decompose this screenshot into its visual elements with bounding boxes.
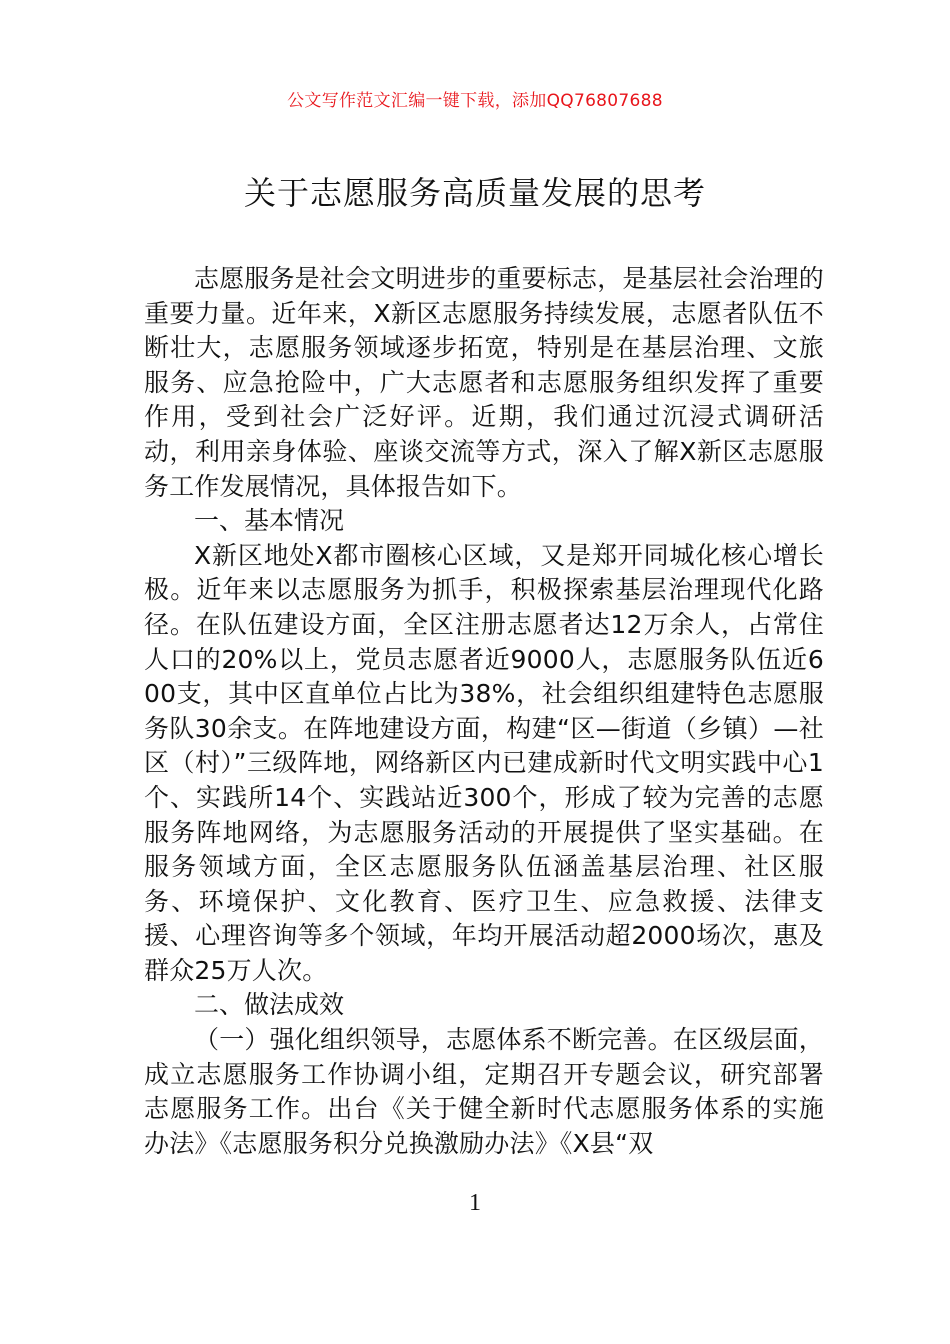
paragraph-basic-situation: X新区地处X都市圈核心区域，又是郑开同城化核心增长极。近年来以志愿服务为抓手，积极探索基层治理现代化路径。在队伍建设方面，全区注册志愿者达12万余人，占常住人口的20%以上，党员志愿者近9000人，志愿服务队伍近600支，其中区直单位占比为38%，社会组织组建特色志愿服务队30余支。在阵地建设方面，构建“区—街道（乡镇）—社区（村）”三级阵地，网络新区内已建成新时代文明实践中心1个、实践所14个、实践站近300个，形成了较为完善的志愿服务阵地网络，为志愿服务活动的开展提供了坚实基础。在服务领域方面，全区志愿服务队伍涵盖基层治理、社区服务、环境保护、文化教育、医疗卫生、应急救援、法律支援、心理咨询等多个领域，年均开展活动超2000场次，惠及群众25万人次。 xyxy=(144,540,824,985)
section-heading-basic: 一、基本情况 xyxy=(194,506,345,536)
header-note: 公文写作范文汇编一键下载，添加QQ76807688 xyxy=(287,91,663,111)
paragraph-intro: 志愿服务是社会文明进步的重要标志，是基层社会治理的重要力量。近年来，X新区志愿服务持续发展，志愿者队伍不断壮大，志愿服务领域逐步拓宽，特别是在基层治理、文旅服务、应急抢险中，广大志愿者和志愿服务组织发挥了重要作用，受到社会广泛好评。近期，我们通过沉浸式调研活动，利用亲身体验、座谈交流等方式，深入了解X新区志愿服务工作发展情况，具体报告如下。 xyxy=(144,264,825,501)
page-number: 1 xyxy=(469,1190,481,1216)
section-heading-results: 二、做法成效 xyxy=(194,990,345,1020)
document-body xyxy=(144,262,824,1161)
document-title: 关于志愿服务高质量发展的思考 xyxy=(243,174,706,212)
paragraph-organization: （一）强化组织领导，志愿体系不断完善。在区级层面，成立志愿服务工作协调小组，定期召开专题会议，研究部署志愿服务工作。出台《关于健全新时代志愿服务体系的实施办法》《志愿服务积分兑换激励办法》《X县“双 xyxy=(144,1025,825,1158)
